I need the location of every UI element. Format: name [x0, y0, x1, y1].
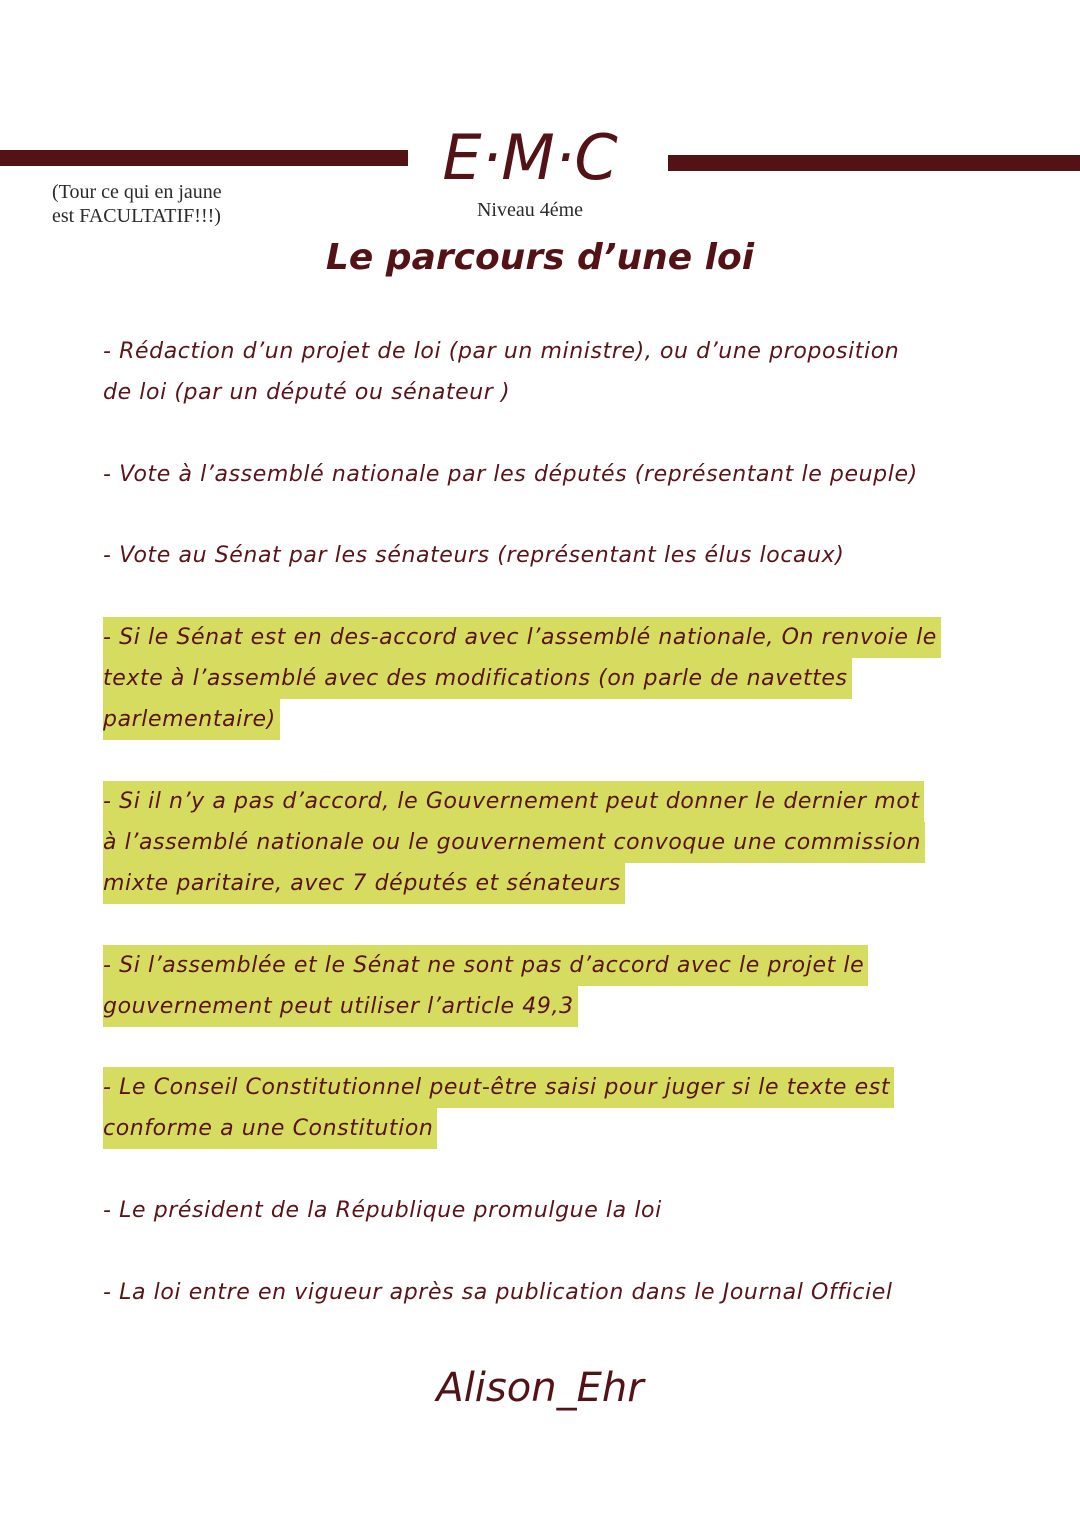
list-item-line: - Le président de la République promulgue la loi [103, 1198, 662, 1223]
header-rule-right [668, 155, 1080, 171]
list-item-line: - Si l’assemblée et le Sénat ne sont pas d’accord avec le projet le [103, 945, 868, 986]
list-item [103, 535, 973, 576]
list-item-line: - Vote à l’assemblé nationale par les députés (représentant le peuple) [103, 462, 918, 487]
highlighted-list-item [103, 781, 973, 904]
list-item-line: - Rédaction d’un projet de loi (par un ministre), ou d’une proposition [103, 339, 900, 364]
list-item-line: de loi (par un député ou sénateur ) [103, 380, 511, 405]
list-item-line: gouvernement peut utiliser l’article 49,3 [103, 986, 578, 1027]
list-item [103, 331, 973, 413]
list-item-line: - Si il n’y a pas d’accord, le Gouvernement peut donner le dernier mot [103, 781, 924, 822]
list-item-line: - Le Conseil Constitutionnel peut-être saisi pour juger si le texte est [103, 1067, 894, 1108]
highlighted-list-item [103, 945, 973, 1027]
list-item-line: mixte paritaire, avec 7 députés et sénateurs [103, 863, 625, 904]
list-item-line: - Si le Sénat est en des-accord avec l’assemblé nationale, On renvoie le [103, 617, 941, 658]
author-signature: Alison_Ehr [436, 1365, 644, 1411]
optional-note-line-1: (Tour ce qui en jaune [52, 181, 222, 203]
list-item-line: - La loi entre en vigueur après sa publication dans le Journal Officiel [103, 1280, 893, 1305]
list-item-line: - Vote au Sénat par les sénateurs (représentant les élus locaux) [103, 543, 845, 568]
list-item-line: texte à l’assemblé avec des modifications (on parle de navettes [103, 658, 852, 699]
page-title: E·M·C [442, 121, 618, 194]
page-subtitle: Le parcours d’une loi [325, 237, 755, 278]
list-item [103, 1272, 973, 1313]
highlighted-list-item [103, 617, 973, 740]
list-item-line: parlementaire) [103, 699, 280, 740]
list-item [103, 1190, 973, 1231]
list-item-line: conforme a une Constitution [103, 1108, 437, 1149]
list-item [103, 454, 973, 495]
list-item-line: à l’assemblé nationale ou le gouvernement convoque une commission [103, 822, 925, 863]
optional-note-line-2: est FACULTATIF!!!) [52, 205, 221, 227]
level-label: Niveau 4éme [476, 199, 584, 221]
header-rule-left [0, 150, 408, 166]
optional-note [52, 180, 272, 228]
highlighted-list-item [103, 1067, 973, 1149]
